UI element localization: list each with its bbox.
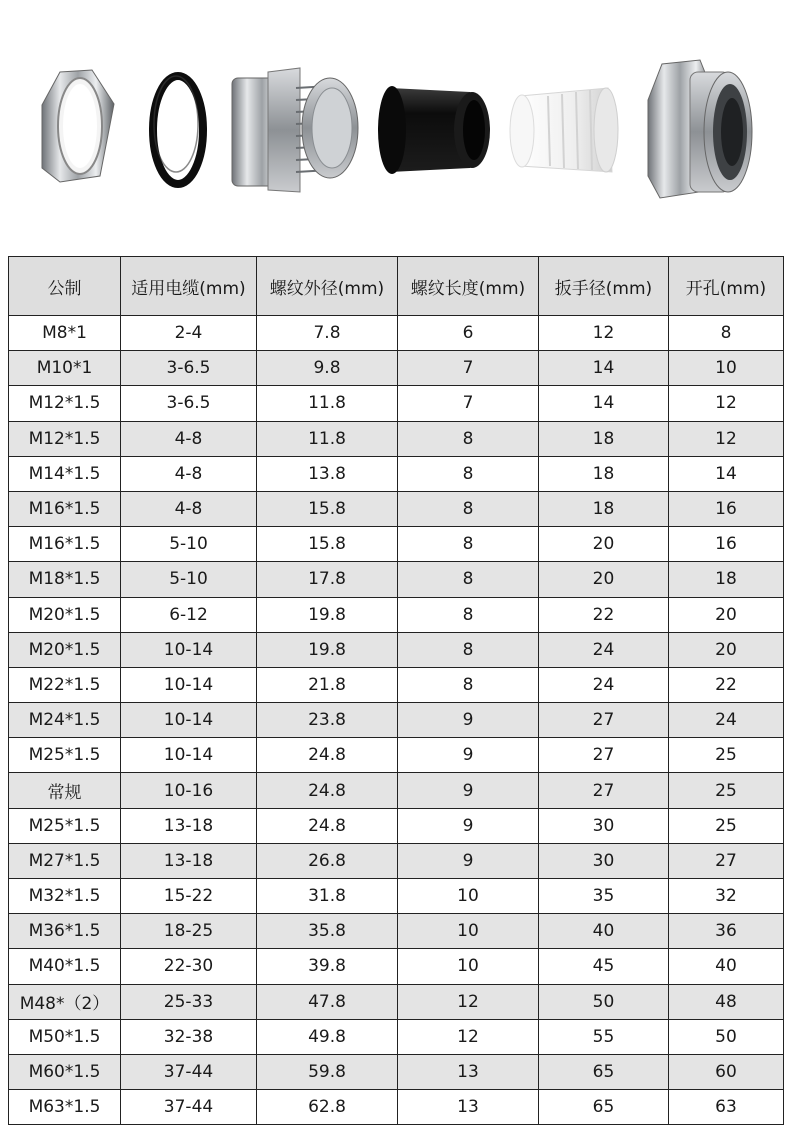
cell-thread-length: 10 [398, 879, 539, 914]
cell-thread-length: 10 [398, 949, 539, 984]
cell-metric: M48*（2） [9, 984, 121, 1019]
cell-thread-length: 9 [398, 843, 539, 878]
cell-cable-range: 10-14 [121, 703, 257, 738]
header-thread-diameter: 螺纹外径(mm) [257, 257, 398, 316]
cell-thread-length: 9 [398, 703, 539, 738]
table-row [9, 421, 784, 456]
cell-hole-size: 12 [669, 386, 784, 421]
cell-metric: M16*1.5 [9, 527, 121, 562]
cell-thread-length: 8 [398, 597, 539, 632]
cell-thread-length: 9 [398, 738, 539, 773]
header-row [9, 257, 784, 316]
cell-hole-size: 40 [669, 949, 784, 984]
cell-metric: M16*1.5 [9, 491, 121, 526]
cell-hole-size: 27 [669, 843, 784, 878]
cell-thread-diameter: 49.8 [257, 1019, 398, 1054]
cell-cable-range: 6-12 [121, 597, 257, 632]
table-row [9, 738, 784, 773]
cell-wrench-size: 24 [539, 667, 669, 702]
cell-metric: M50*1.5 [9, 1019, 121, 1054]
cell-thread-diameter: 24.8 [257, 808, 398, 843]
cell-cable-range: 5-10 [121, 562, 257, 597]
table-row [9, 456, 784, 491]
cell-wrench-size: 18 [539, 491, 669, 526]
cell-wrench-size: 18 [539, 421, 669, 456]
table-row [9, 1054, 784, 1089]
cell-metric: M14*1.5 [9, 456, 121, 491]
cell-wrench-size: 55 [539, 1019, 669, 1054]
cell-cable-range: 32-38 [121, 1019, 257, 1054]
cell-cable-range: 22-30 [121, 949, 257, 984]
cell-thread-diameter: 19.8 [257, 597, 398, 632]
cell-wrench-size: 50 [539, 984, 669, 1019]
table-row [9, 667, 784, 702]
cell-hole-size: 48 [669, 984, 784, 1019]
cell-metric: M20*1.5 [9, 597, 121, 632]
cell-wrench-size: 40 [539, 914, 669, 949]
table-row [9, 562, 784, 597]
cell-metric: M12*1.5 [9, 421, 121, 456]
hex-locknut-icon [42, 70, 114, 182]
header-thread-length: 螺纹长度(mm) [398, 257, 539, 316]
cell-thread-diameter: 24.8 [257, 738, 398, 773]
table-row [9, 351, 784, 386]
cell-thread-diameter: 39.8 [257, 949, 398, 984]
cell-wrench-size: 27 [539, 738, 669, 773]
rubber-seal-icon [378, 86, 490, 174]
cell-metric: M25*1.5 [9, 738, 121, 773]
cell-wrench-size: 65 [539, 1054, 669, 1089]
cell-wrench-size: 14 [539, 386, 669, 421]
cell-metric: 常规 [9, 773, 121, 808]
cell-cable-range: 25-33 [121, 984, 257, 1019]
cell-hole-size: 25 [669, 808, 784, 843]
cell-thread-diameter: 15.8 [257, 491, 398, 526]
header-cable-range: 适用电缆(mm) [121, 257, 257, 316]
cell-hole-size: 18 [669, 562, 784, 597]
table-row [9, 984, 784, 1019]
cell-thread-diameter: 62.8 [257, 1090, 398, 1125]
cell-thread-diameter: 13.8 [257, 456, 398, 491]
cell-cable-range: 13-18 [121, 808, 257, 843]
cell-thread-diameter: 17.8 [257, 562, 398, 597]
cell-metric: M8*1 [9, 316, 121, 351]
header-metric: 公制 [9, 257, 121, 316]
cell-hole-size: 50 [669, 1019, 784, 1054]
cell-thread-diameter: 11.8 [257, 421, 398, 456]
cell-thread-diameter: 11.8 [257, 386, 398, 421]
cell-metric: M10*1 [9, 351, 121, 386]
table-row [9, 597, 784, 632]
cell-cable-range: 5-10 [121, 527, 257, 562]
cell-hole-size: 25 [669, 738, 784, 773]
cell-thread-diameter: 21.8 [257, 667, 398, 702]
cell-wrench-size: 27 [539, 773, 669, 808]
table-row [9, 879, 784, 914]
dome-cap-nut-icon [648, 60, 752, 198]
table-row [9, 632, 784, 667]
cell-hole-size: 32 [669, 879, 784, 914]
cell-wrench-size: 18 [539, 456, 669, 491]
cell-thread-length: 6 [398, 316, 539, 351]
table-row [9, 386, 784, 421]
cell-thread-length: 7 [398, 351, 539, 386]
cell-metric: M20*1.5 [9, 632, 121, 667]
cell-thread-diameter: 7.8 [257, 316, 398, 351]
cell-thread-length: 8 [398, 562, 539, 597]
threaded-body-icon [232, 68, 358, 192]
cell-cable-range: 4-8 [121, 421, 257, 456]
table-row [9, 914, 784, 949]
cell-hole-size: 60 [669, 1054, 784, 1089]
cell-thread-diameter: 35.8 [257, 914, 398, 949]
exploded-parts-photo [0, 0, 790, 240]
cell-thread-length: 8 [398, 667, 539, 702]
cell-thread-length: 8 [398, 527, 539, 562]
cell-wrench-size: 12 [539, 316, 669, 351]
cell-hole-size: 10 [669, 351, 784, 386]
cell-cable-range: 13-18 [121, 843, 257, 878]
cell-thread-diameter: 31.8 [257, 879, 398, 914]
cell-thread-length: 13 [398, 1054, 539, 1089]
cell-thread-length: 12 [398, 984, 539, 1019]
cell-metric: M63*1.5 [9, 1090, 121, 1125]
table-row [9, 703, 784, 738]
cell-wrench-size: 45 [539, 949, 669, 984]
cell-cable-range: 37-44 [121, 1054, 257, 1089]
cell-hole-size: 16 [669, 491, 784, 526]
header-hole-size: 开孔(mm) [669, 257, 784, 316]
cell-cable-range: 15-22 [121, 879, 257, 914]
cell-wrench-size: 14 [539, 351, 669, 386]
cell-hole-size: 36 [669, 914, 784, 949]
cell-hole-size: 24 [669, 703, 784, 738]
cell-wrench-size: 22 [539, 597, 669, 632]
plastic-claw-icon [510, 88, 618, 172]
table-row [9, 316, 784, 351]
cell-metric: M27*1.5 [9, 843, 121, 878]
cell-cable-range: 10-14 [121, 738, 257, 773]
cell-thread-diameter: 26.8 [257, 843, 398, 878]
cell-thread-length: 13 [398, 1090, 539, 1125]
table-row [9, 949, 784, 984]
cell-cable-range: 2-4 [121, 316, 257, 351]
cell-wrench-size: 20 [539, 562, 669, 597]
cell-wrench-size: 30 [539, 808, 669, 843]
cell-thread-length: 10 [398, 914, 539, 949]
cell-hole-size: 14 [669, 456, 784, 491]
cell-wrench-size: 30 [539, 843, 669, 878]
cell-cable-range: 3-6.5 [121, 386, 257, 421]
cell-wrench-size: 20 [539, 527, 669, 562]
cell-hole-size: 22 [669, 667, 784, 702]
cell-hole-size: 12 [669, 421, 784, 456]
cell-cable-range: 18-25 [121, 914, 257, 949]
cell-metric: M40*1.5 [9, 949, 121, 984]
cell-metric: M22*1.5 [9, 667, 121, 702]
cell-thread-length: 9 [398, 808, 539, 843]
cell-metric: M60*1.5 [9, 1054, 121, 1089]
cell-hole-size: 20 [669, 632, 784, 667]
cell-thread-diameter: 24.8 [257, 773, 398, 808]
table-row [9, 1019, 784, 1054]
table-row [9, 527, 784, 562]
spec-table [8, 256, 784, 1125]
cell-thread-length: 9 [398, 773, 539, 808]
cell-metric: M36*1.5 [9, 914, 121, 949]
cell-thread-length: 8 [398, 456, 539, 491]
table-row [9, 808, 784, 843]
cell-thread-diameter: 9.8 [257, 351, 398, 386]
cell-thread-length: 8 [398, 632, 539, 667]
cell-thread-diameter: 19.8 [257, 632, 398, 667]
cell-metric: M24*1.5 [9, 703, 121, 738]
cell-metric: M12*1.5 [9, 386, 121, 421]
cell-wrench-size: 65 [539, 1090, 669, 1125]
cell-hole-size: 16 [669, 527, 784, 562]
cell-thread-length: 7 [398, 386, 539, 421]
table-row [9, 843, 784, 878]
cell-thread-length: 8 [398, 421, 539, 456]
cell-wrench-size: 24 [539, 632, 669, 667]
cell-cable-range: 10-14 [121, 667, 257, 702]
cell-metric: M18*1.5 [9, 562, 121, 597]
cell-hole-size: 20 [669, 597, 784, 632]
cell-cable-range: 10-14 [121, 632, 257, 667]
cell-wrench-size: 35 [539, 879, 669, 914]
cell-cable-range: 37-44 [121, 1090, 257, 1125]
cell-metric: M25*1.5 [9, 808, 121, 843]
cell-thread-length: 8 [398, 491, 539, 526]
cell-thread-diameter: 15.8 [257, 527, 398, 562]
cell-thread-diameter: 47.8 [257, 984, 398, 1019]
cell-hole-size: 8 [669, 316, 784, 351]
cell-thread-length: 12 [398, 1019, 539, 1054]
cell-cable-range: 4-8 [121, 456, 257, 491]
cell-cable-range: 3-6.5 [121, 351, 257, 386]
cell-metric: M32*1.5 [9, 879, 121, 914]
cell-thread-diameter: 23.8 [257, 703, 398, 738]
cell-thread-diameter: 59.8 [257, 1054, 398, 1089]
cell-hole-size: 63 [669, 1090, 784, 1125]
table-row [9, 773, 784, 808]
table-row [9, 1090, 784, 1125]
cell-wrench-size: 27 [539, 703, 669, 738]
cell-cable-range: 4-8 [121, 491, 257, 526]
o-ring-icon [153, 76, 203, 184]
header-wrench-size: 扳手径(mm) [539, 257, 669, 316]
table-row [9, 491, 784, 526]
cell-cable-range: 10-16 [121, 773, 257, 808]
cell-hole-size: 25 [669, 773, 784, 808]
